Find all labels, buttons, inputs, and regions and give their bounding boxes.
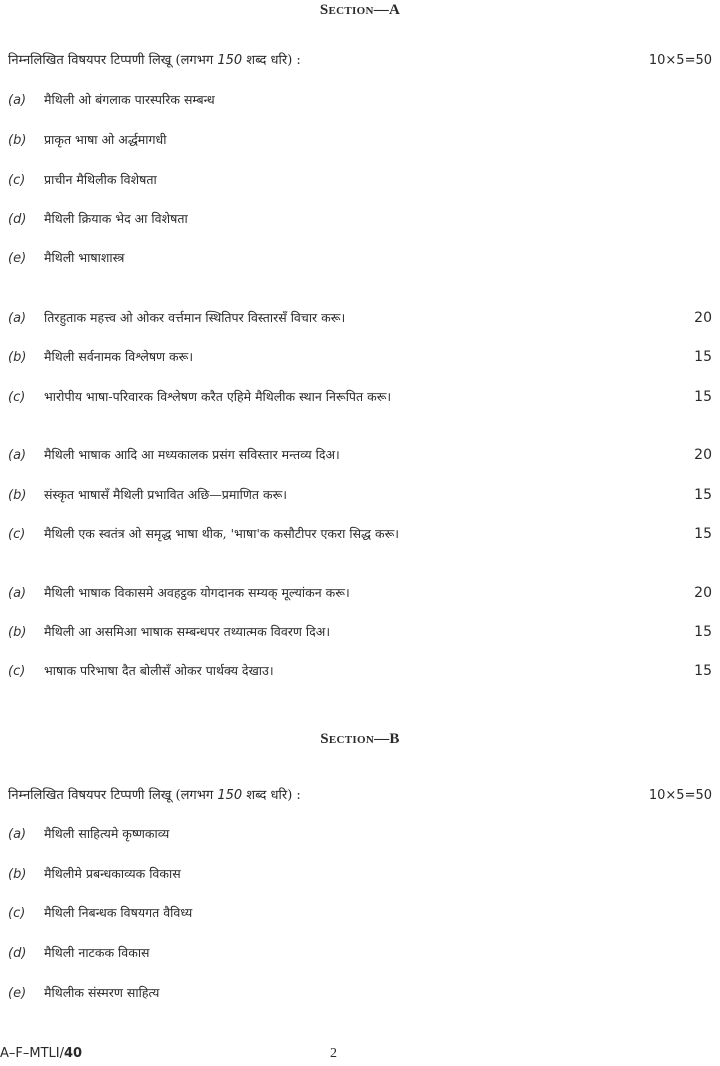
q3-item-b [8, 486, 712, 503]
item-text: मैथिली भाषाक आदि आ मध्यकालक प्रसंग सविस्तार मन्तव्य दिअ। [44, 447, 340, 462]
item-text: मैथिलीक संस्मरण साहित्य [44, 985, 160, 1000]
item-label: (b) [8, 133, 27, 148]
item-label: (b) [8, 350, 27, 365]
item-marks: 20 [694, 310, 712, 326]
item-label: (c) [8, 527, 26, 542]
item-marks: 15 [694, 526, 712, 542]
item-label: (d) [8, 946, 27, 961]
item-marks: 15 [694, 624, 712, 640]
q4-item-c [8, 662, 712, 679]
q3-item-c [8, 525, 712, 542]
q1-item-a [8, 91, 712, 108]
item-label: (a) [8, 93, 27, 108]
item-text: संस्कृत भाषासँ मैथिली प्रभावित अछि—प्रमाणित करू। [44, 487, 288, 502]
q2-item-a [8, 309, 712, 326]
q1-item-d [8, 210, 712, 227]
item-label: (c) [8, 906, 26, 921]
q5-item-e [8, 984, 712, 1001]
item-marks: 20 [694, 585, 712, 601]
q1-intro [8, 50, 712, 68]
item-text: प्राचीन मैथिलीक विशेषता [44, 172, 157, 187]
item-text: तिरहुताक महत्त्व ओ ओकर वर्त्तमान स्थितिपर विस्तारसँ विचार करू। [44, 310, 346, 325]
item-label: (a) [8, 311, 27, 326]
item-text: मैथिली ओ बंगलाक पारस्परिक सम्बन्ध [44, 92, 215, 107]
item-text: मैथिली क्रियाक भेद आ विशेषता [44, 211, 188, 226]
item-marks: 15 [694, 349, 712, 365]
item-label: (b) [8, 867, 27, 882]
item-text: भाषाक परिभाषा दैत बोलीसँ ओकर पार्थक्य देखाउ। [44, 663, 274, 678]
item-label: (a) [8, 586, 27, 601]
item-text: मैथिली निबन्धक विषयगत वैविध्य [44, 905, 193, 920]
q5-intro [8, 785, 712, 803]
q5-item-a [8, 825, 712, 842]
item-text: मैथिली आ असमिआ भाषाक सम्बन्धपर तथ्यात्मक विवरण दिअ। [44, 624, 331, 639]
item-label: (b) [8, 625, 27, 640]
q5-marks: 10×5=50 [648, 788, 712, 803]
item-text: मैथिली नाटकक विकास [44, 945, 150, 960]
item-text: प्राकृत भाषा ओ अर्द्धमागधी [44, 132, 167, 147]
q4-item-b [8, 623, 712, 640]
q2-item-c [8, 388, 712, 405]
item-label: (b) [8, 488, 27, 503]
q5-item-d [8, 944, 712, 961]
item-label: (d) [8, 212, 27, 227]
q1-item-e [8, 249, 712, 266]
item-text: मैथिली सर्वनामक विश्लेषण करू। [44, 349, 194, 364]
q3-item-a [8, 446, 712, 463]
item-label: (c) [8, 173, 26, 188]
item-label: (e) [8, 986, 27, 1001]
item-text: मैथिली भाषाशास्त्र [44, 250, 125, 265]
item-label: (e) [8, 251, 27, 266]
item-label: (a) [8, 448, 27, 463]
q5-item-b [8, 865, 712, 882]
q2-item-b [8, 348, 712, 365]
item-marks: 20 [694, 447, 712, 463]
item-text: मैथिलीमे प्रबन्धकाव्यक विकास [44, 866, 181, 881]
item-marks: 15 [694, 389, 712, 405]
item-text: मैथिली साहित्यमे कृष्णकाव्य [44, 826, 170, 841]
item-text: मैथिली एक स्वतंत्र ओ समृद्ध भाषा थीक, 'भाषा'क कसौटीपर एकरा सिद्ध करू। [44, 526, 400, 541]
item-text: भारोपीय भाषा-परिवारक विश्लेषण करैत एहिमे मैथिलीक स्थान निरूपित करू। [44, 389, 392, 404]
q1-instruction: निम्नलिखित विषयपर टिप्पणी लिखू (लगभग 150 शब्द धरि) : [8, 53, 301, 68]
q4-item-a [8, 584, 712, 601]
paper-code: A–F–MTLI/40 [0, 1046, 83, 1061]
q1-item-c [8, 171, 712, 188]
q5-item-c [8, 904, 712, 921]
q5-instruction: निम्नलिखित विषयपर टिप्पणी लिखू (लगभग 150 शब्द धरि) : [8, 788, 301, 803]
item-marks: 15 [694, 487, 712, 503]
q1-marks: 10×5=50 [648, 53, 712, 68]
item-label: (c) [8, 390, 26, 405]
section-b-heading: Section—B [320, 731, 400, 747]
item-label: (c) [8, 664, 26, 679]
section-a-heading: Section—A [319, 2, 401, 18]
q1-item-b [8, 131, 712, 148]
page-number: 2 [330, 1046, 337, 1061]
item-text: मैथिली भाषाक विकासमे अवहट्ठक योगदानक सम्यक् मूल्यांकन करू। [44, 585, 350, 600]
item-label: (a) [8, 827, 27, 842]
item-marks: 15 [694, 663, 712, 679]
